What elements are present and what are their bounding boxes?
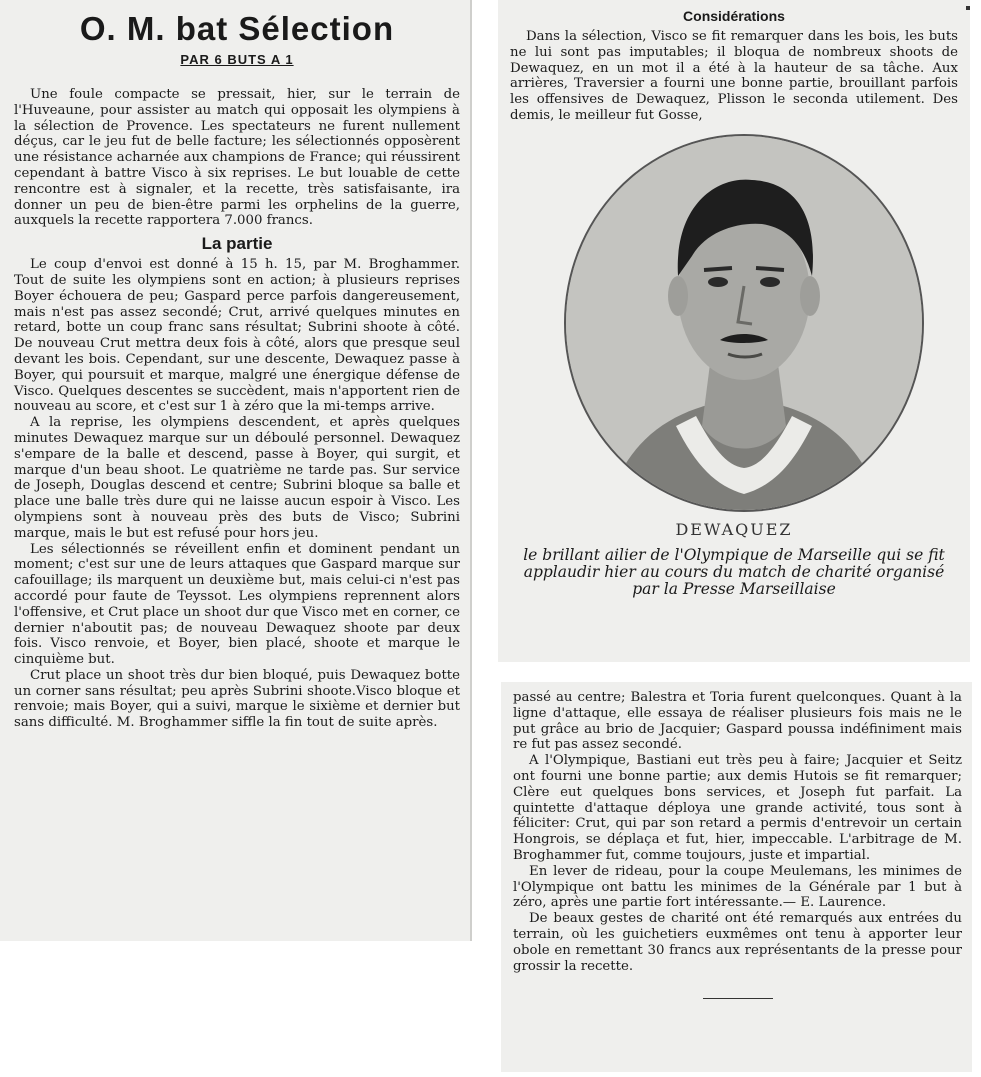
considerations-heading: Considérations (683, 8, 785, 24)
continuation-paragraph: De beaux gestes de charité ont été remarqués aux entrées du terrain, où les guichetiers euxmêmes ont tenu à apporter leur obole en remettant 30 francs aux représentants de la presse pour grossir la recette. (513, 911, 962, 974)
left-article-clipping (0, 0, 472, 941)
match-paragraph: Les sélectionnés se réveillent enfin et dominent pendant un moment; c'est sur une de leurs attaques que Gaspard marque sur cafouillage; ils marquent un deuxième but, mais celui-ci n'est pas accordé pour faute de Teyssot. Les olympiens reprennent alors l'offensive, et Crut place un shoot dur que Visco met en corner, ce dernier n'aboutit pas; de nouveau Dewaquez shoote par deux fois. Visco renvoie, et Boyer, bien placé, shoote et marque le cinquième but. (14, 541, 460, 668)
continuation-paragraph: En lever de rideau, pour la coupe Meulemans, les minimes de l'Olympique ont battu les minimes de la Générale par 1 but à zéro, après une partie fort intéressante.— E. Laurence. (513, 863, 962, 911)
continuation-paragraph: A l'Olympique, Bastiani eut très peu à faire; Jacquier et Seitz ont fourni une bonne partie; aux demis Hutois se fit remarquer; Clère eut quelques bons services, et Joseph fut parfait. La quintette d'attaque déploya une grande activité, tous sont à féliciter: Crut, qui par son retard a permis d'entrevoir un certain Hongrois, se déplaça et fut, hier, impeccable. L'arbitrage de M. Broghammer fut, comme toujours, juste et impartial. (513, 753, 962, 863)
continuation-paragraph: passé au centre; Balestra et Toria furent quelconques. Quant à la ligne d'attaque, elle essaya de réaliser plusieurs fois mais ne le put grâce au brio de Jacquier; Gaspard poussa indéfiniment mais re fut pas assez secondé. (513, 690, 962, 753)
match-paragraph: Crut place un shoot très dur bien bloqué, puis Dewaquez botte un corner sans résultat; peu après Subrini shoote.Visco bloque et renvoie; mais Boyer, qui a suivi, marque le sixième et dernier but sans difficulté. M. Broghammer siffle la fin tout de suite après. (14, 667, 460, 731)
player-portrait-photo (564, 134, 924, 512)
margin-mark (966, 6, 970, 10)
right-top-clipping (498, 0, 970, 662)
right-bottom-clipping (501, 682, 972, 1072)
match-paragraph: Le coup d'envoi est donné à 15 h. 15, par M. Broghammer. Tout de suite les olympiens sont en action; à plusieurs reprises Boyer échouera de peu; Gaspard perce parfois dangereusement, mais n'est pas assez secondé; Crut, arrivé quelques minutes en retard, botte un coup franc sans résultat; Subrini shoote à côté. De nouveau Crut mettra deux fois à côté, alors que presque seul devant les bois. Cependant, sur une descente, Dewaquez passe à Boyer, qui poursuit et marque, malgré une énergique défense de Visco. Quelques descentes se succèdent, mais n'apportent rien de nouveau au score, et c'est sur 1 à zéro que la mi-temps arrive. (14, 257, 460, 415)
section-heading: La partie (201, 234, 273, 254)
considerations-paragraph: Dans la sélection, Visco se fit remarquer dans les bois, les buts ne lui sont pas imputables; il bloqua de nombreux shoots de Dewaquez, en un mot il a été à la hauteur de sa tâche. Aux arrières, Traversier a fourni une bonne partie, brouillant parfois les offensives de Dewaquez, Plisson le seconda utilement. Des demis, le meilleur fut Gosse, (510, 29, 958, 123)
photo-caption: le brillant ailier de l'Olympique de Marseille qui se fit applaudir hier au cours du match de charité organisé par la Presse Marseillaise (523, 545, 945, 598)
article-subtitle: PAR 6 BUTS A 1 (180, 52, 294, 67)
intro-paragraph: Une foule compacte se pressait, hier, sur le terrain de l'Huveaune, pour assister au match qui opposait les olympiens à la sélection de Provence. Les spectateurs ne furent nullement déçus, car le jeu fut de belle facture; les sélectionnés opposèrent une résistance acharnée aux champions de France; qui réussirent cependant à battre Visco à six reprises. Le but louable de cette rencontre est à signaler, et la recette, très satisfaisante, ira donner un peu de bien-être parmi les orphelins de la guerre, auxquels la recette rapportera 7.000 francs. (14, 87, 460, 229)
article-title: O. M. bat Sélection (79, 10, 395, 47)
portrait-illustration (566, 136, 922, 510)
match-paragraph: A la reprise, les olympiens descendent, et après quelques minutes Dewaquez marque sur un déboulé personnel. Dewaquez s'empare de la balle et descend, passe à Boyer, qui surgit, et marque d'un beau shoot. Le quatrième ne tarde pas. Sur service de Joseph, Douglas descend et centre; Subrini bloque sa balle et place une balle très dure qui ne laisse aucun espoir à Visco. Les olympiens sont à nouveau près des buts de Visco; Subrini marque, mais le but est refusé pour hors jeu. (14, 415, 460, 541)
end-rule (513, 984, 962, 1003)
photo-name-caption: DEWAQUEZ (675, 519, 793, 539)
